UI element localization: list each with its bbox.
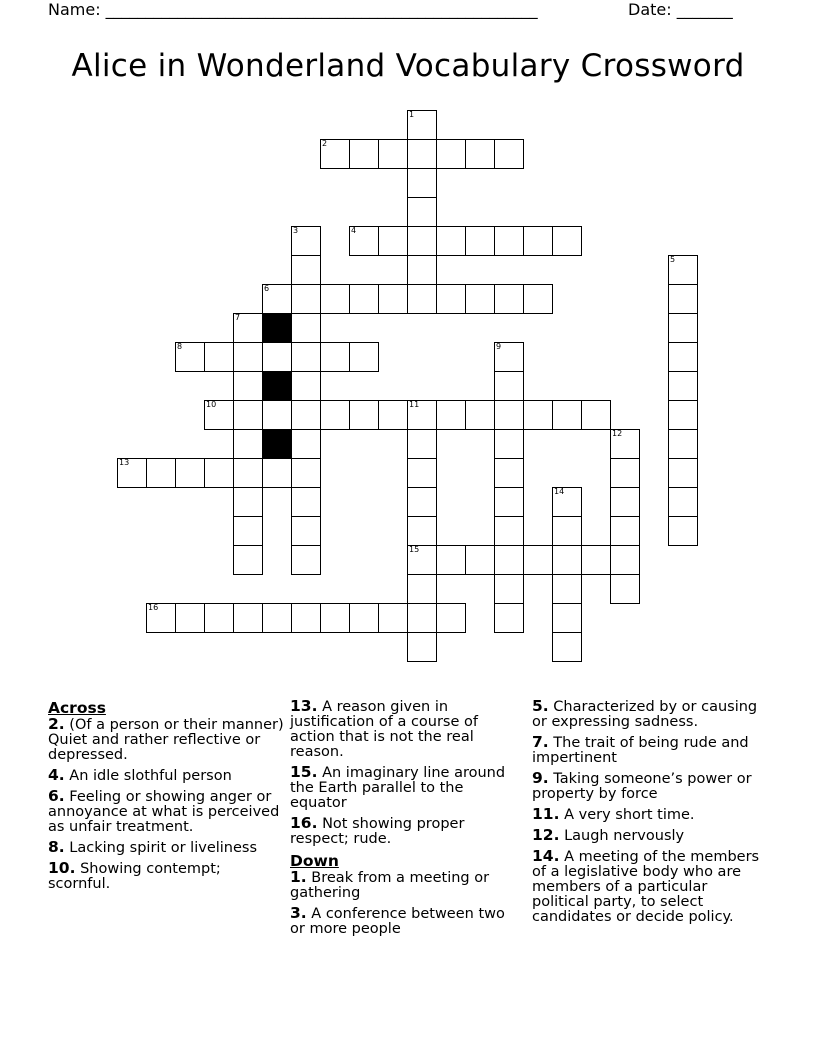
grid-cell[interactable]: [407, 400, 437, 430]
grid-cell[interactable]: [233, 603, 263, 633]
clue-across-6: [48, 789, 286, 835]
grid-cell[interactable]: [320, 400, 350, 430]
grid-cell[interactable]: [291, 342, 321, 372]
grid-cell[interactable]: [407, 168, 437, 198]
grid-cell[interactable]: [436, 545, 466, 575]
grid-cell[interactable]: [233, 342, 263, 372]
clues-column-2: [290, 699, 522, 942]
grid-cell[interactable]: [494, 139, 524, 169]
cell-number: 11: [409, 400, 420, 409]
grid-cell[interactable]: [320, 284, 350, 314]
grid-cell[interactable]: [378, 284, 408, 314]
grid-cell[interactable]: [407, 429, 437, 459]
clue-number: 5.: [532, 697, 549, 715]
clue-text: A meeting of the members of a legislative body who are members of a particular political party, to select candidates or decide policy.: [532, 849, 760, 925]
cell-number: 10: [206, 400, 217, 409]
grid-cell[interactable]: [494, 284, 524, 314]
cell-number: 9: [496, 342, 502, 351]
grid-cell[interactable]: [494, 342, 524, 372]
grid-cell[interactable]: [523, 545, 553, 575]
grid-cell[interactable]: [291, 429, 321, 459]
grid-cell[interactable]: [436, 284, 466, 314]
clue-across-8: [48, 840, 286, 856]
black-square: [262, 371, 292, 401]
grid-cell[interactable]: [436, 603, 466, 633]
clue-text: Break from a meeting or gathering: [290, 870, 490, 901]
grid-cell[interactable]: [465, 226, 495, 256]
clue-text: (Of a person or their manner) Quiet and rather reflective or depressed.: [48, 717, 284, 763]
clue-down-9: [532, 771, 768, 802]
grid-cell[interactable]: [552, 545, 582, 575]
across-heading: Across: [48, 699, 106, 717]
clue-text: A very short time.: [564, 807, 695, 823]
grid-cell[interactable]: [407, 255, 437, 285]
cell-number: 16: [148, 603, 159, 612]
grid-cell[interactable]: [523, 284, 553, 314]
grid-cell[interactable]: [581, 545, 611, 575]
grid-cell[interactable]: [291, 516, 321, 546]
grid-cell[interactable]: [552, 226, 582, 256]
clue-text: Feeling or showing anger or annoyance at what is perceived as unfair treatment.: [48, 789, 280, 835]
grid-cell[interactable]: [610, 458, 640, 488]
grid-cell[interactable]: [262, 603, 292, 633]
clue-down-1: [290, 870, 522, 901]
clue-across-4: [48, 768, 286, 784]
cell-number: 5: [670, 255, 676, 264]
grid-cell[interactable]: [494, 458, 524, 488]
cell-number: 8: [177, 342, 183, 351]
clue-across-2: [48, 717, 286, 763]
grid-cell[interactable]: [291, 226, 321, 256]
clues-column-1: [48, 699, 286, 897]
grid-cell[interactable]: [668, 371, 698, 401]
clue-number: 12.: [532, 826, 560, 844]
grid-cell[interactable]: [175, 342, 205, 372]
cell-number: 4: [351, 226, 357, 235]
grid-cell[interactable]: [523, 226, 553, 256]
clue-number: 8.: [48, 838, 65, 856]
grid-cell[interactable]: [494, 226, 524, 256]
grid-cell[interactable]: [262, 400, 292, 430]
grid-cell[interactable]: [349, 139, 379, 169]
clue-text: The trait of being rude and impertinent: [532, 735, 749, 766]
cell-number: 2: [322, 139, 328, 148]
grid-cell[interactable]: [291, 371, 321, 401]
grid-cell[interactable]: [320, 342, 350, 372]
clues-column-3: [532, 699, 768, 930]
grid-cell[interactable]: [552, 487, 582, 517]
grid-cell[interactable]: [146, 458, 176, 488]
grid-cell[interactable]: [610, 545, 640, 575]
clue-text: A reason given in justification of a course of action that is not the real reason.: [290, 699, 478, 760]
grid-cell[interactable]: [117, 458, 147, 488]
grid-cell[interactable]: [204, 400, 234, 430]
grid-cell[interactable]: [668, 284, 698, 314]
grid-cell[interactable]: [378, 139, 408, 169]
grid-cell[interactable]: [610, 516, 640, 546]
clue-number: 13.: [290, 697, 318, 715]
grid-cell[interactable]: [233, 545, 263, 575]
clue-text: Laugh nervously: [564, 828, 685, 844]
down-heading: Down: [290, 852, 339, 870]
grid-cell[interactable]: [436, 226, 466, 256]
grid-cell[interactable]: [291, 545, 321, 575]
clue-number: 6.: [48, 787, 65, 805]
grid-cell[interactable]: [378, 400, 408, 430]
clue-text: An idle slothful person: [69, 768, 232, 784]
grid-cell[interactable]: [291, 603, 321, 633]
cell-number: 1: [409, 110, 415, 119]
grid-cell[interactable]: [407, 139, 437, 169]
clue-text: Taking someone’s power or property by force: [532, 771, 752, 802]
clue-across-15: [290, 765, 522, 811]
grid-cell[interactable]: [349, 284, 379, 314]
grid-cell[interactable]: [378, 603, 408, 633]
clue-text: Lacking spirit or liveliness: [69, 840, 258, 856]
grid-cell[interactable]: [494, 603, 524, 633]
grid-cell[interactable]: [407, 226, 437, 256]
clue-down-11: [532, 807, 768, 823]
name-field-label: Name: ______________________________________________________: [48, 0, 538, 19]
grid-cell[interactable]: [668, 313, 698, 343]
grid-cell[interactable]: [349, 226, 379, 256]
clue-across-16: [290, 816, 522, 847]
clue-text: An imaginary line around the Earth parallel to the equator: [290, 765, 506, 811]
grid-cell[interactable]: [407, 632, 437, 662]
grid-cell[interactable]: [349, 400, 379, 430]
grid-cell[interactable]: [610, 487, 640, 517]
grid-cell[interactable]: [494, 400, 524, 430]
grid-cell[interactable]: [291, 487, 321, 517]
clue-number: 4.: [48, 766, 65, 784]
clue-text: Showing contempt; scornful.: [48, 861, 221, 892]
grid-cell[interactable]: [233, 400, 263, 430]
cell-number: 6: [264, 284, 270, 293]
grid-cell[interactable]: [407, 574, 437, 604]
grid-cell[interactable]: [668, 342, 698, 372]
grid-cell[interactable]: [552, 400, 582, 430]
grid-cell[interactable]: [407, 603, 437, 633]
grid-cell[interactable]: [291, 313, 321, 343]
clue-across-13: [290, 699, 522, 760]
grid-cell[interactable]: [233, 371, 263, 401]
grid-cell[interactable]: [581, 400, 611, 430]
black-square: [262, 429, 292, 459]
grid-cell[interactable]: [494, 429, 524, 459]
clue-number: 9.: [532, 769, 549, 787]
grid-cell[interactable]: [407, 487, 437, 517]
grid-cell[interactable]: [668, 458, 698, 488]
clue-down-14: [532, 849, 768, 925]
grid-cell[interactable]: [465, 545, 495, 575]
grid-cell[interactable]: [233, 516, 263, 546]
grid-cell[interactable]: [494, 371, 524, 401]
page-title: Alice in Wonderland Vocabulary Crossword: [71, 48, 745, 84]
grid-cell[interactable]: [436, 400, 466, 430]
grid-cell[interactable]: [175, 603, 205, 633]
cell-number: 13: [119, 458, 130, 467]
clue-number: 15.: [290, 763, 318, 781]
clue-text: A conference between two or more people: [290, 906, 505, 937]
grid-cell[interactable]: [291, 284, 321, 314]
clue-text: Characterized by or causing or expressing sadness.: [532, 699, 758, 730]
clue-across-10: [48, 861, 286, 892]
grid-cell[interactable]: [494, 487, 524, 517]
clue-down-5: [532, 699, 768, 730]
grid-cell[interactable]: [465, 284, 495, 314]
cell-number: 7: [235, 313, 241, 322]
date-field-label: Date: _______: [628, 0, 733, 19]
clue-down-3: [290, 906, 522, 937]
grid-cell[interactable]: [204, 458, 234, 488]
grid-cell[interactable]: [349, 603, 379, 633]
grid-cell[interactable]: [146, 603, 176, 633]
clue-number: 2.: [48, 715, 65, 733]
grid-cell[interactable]: [320, 603, 350, 633]
grid-cell[interactable]: [204, 603, 234, 633]
clue-text: Not showing proper respect; rude.: [290, 816, 465, 847]
grid-cell[interactable]: [494, 516, 524, 546]
grid-cell[interactable]: [436, 139, 466, 169]
grid-cell[interactable]: [668, 429, 698, 459]
grid-cell[interactable]: [233, 487, 263, 517]
grid-cell[interactable]: [407, 197, 437, 227]
grid-cell[interactable]: [349, 342, 379, 372]
grid-cell[interactable]: [552, 516, 582, 546]
grid-cell[interactable]: [262, 342, 292, 372]
grid-cell[interactable]: [407, 110, 437, 140]
grid-cell[interactable]: [407, 458, 437, 488]
clue-number: 7.: [532, 733, 549, 751]
grid-cell[interactable]: [291, 255, 321, 285]
grid-cell[interactable]: [175, 458, 205, 488]
grid-cell[interactable]: [233, 458, 263, 488]
grid-cell[interactable]: [465, 400, 495, 430]
grid-cell[interactable]: [610, 429, 640, 459]
grid-cell[interactable]: [494, 545, 524, 575]
grid-cell[interactable]: [668, 516, 698, 546]
grid-cell[interactable]: [233, 313, 263, 343]
cell-number: 14: [554, 487, 565, 496]
clue-number: 3.: [290, 904, 307, 922]
black-square: [262, 313, 292, 343]
clue-number: 1.: [290, 868, 307, 886]
grid-cell[interactable]: [668, 400, 698, 430]
grid-cell[interactable]: [320, 139, 350, 169]
grid-cell[interactable]: [552, 632, 582, 662]
cell-number: 12: [612, 429, 623, 438]
grid-cell[interactable]: [668, 255, 698, 285]
grid-cell[interactable]: [291, 400, 321, 430]
grid-cell[interactable]: [494, 574, 524, 604]
grid-cell[interactable]: [668, 487, 698, 517]
grid-cell[interactable]: [552, 603, 582, 633]
clue-number: 16.: [290, 814, 318, 832]
grid-cell[interactable]: [291, 458, 321, 488]
cell-number: 15: [409, 545, 420, 554]
clue-number: 14.: [532, 847, 560, 865]
grid-cell[interactable]: [262, 284, 292, 314]
grid-cell[interactable]: [378, 226, 408, 256]
grid-cell[interactable]: [233, 429, 263, 459]
clue-down-7: [532, 735, 768, 766]
grid-cell[interactable]: [407, 516, 437, 546]
clue-number: 11.: [532, 805, 560, 823]
grid-cell[interactable]: [407, 545, 437, 575]
clue-number: 10.: [48, 859, 76, 877]
cell-number: 3: [293, 226, 299, 235]
grid-cell[interactable]: [610, 574, 640, 604]
grid-cell[interactable]: [523, 400, 553, 430]
clue-down-12: [532, 828, 768, 844]
grid-cell[interactable]: [465, 139, 495, 169]
grid-cell[interactable]: [552, 574, 582, 604]
grid-cell[interactable]: [262, 458, 292, 488]
grid-cell[interactable]: [204, 342, 234, 372]
grid-cell[interactable]: [407, 284, 437, 314]
